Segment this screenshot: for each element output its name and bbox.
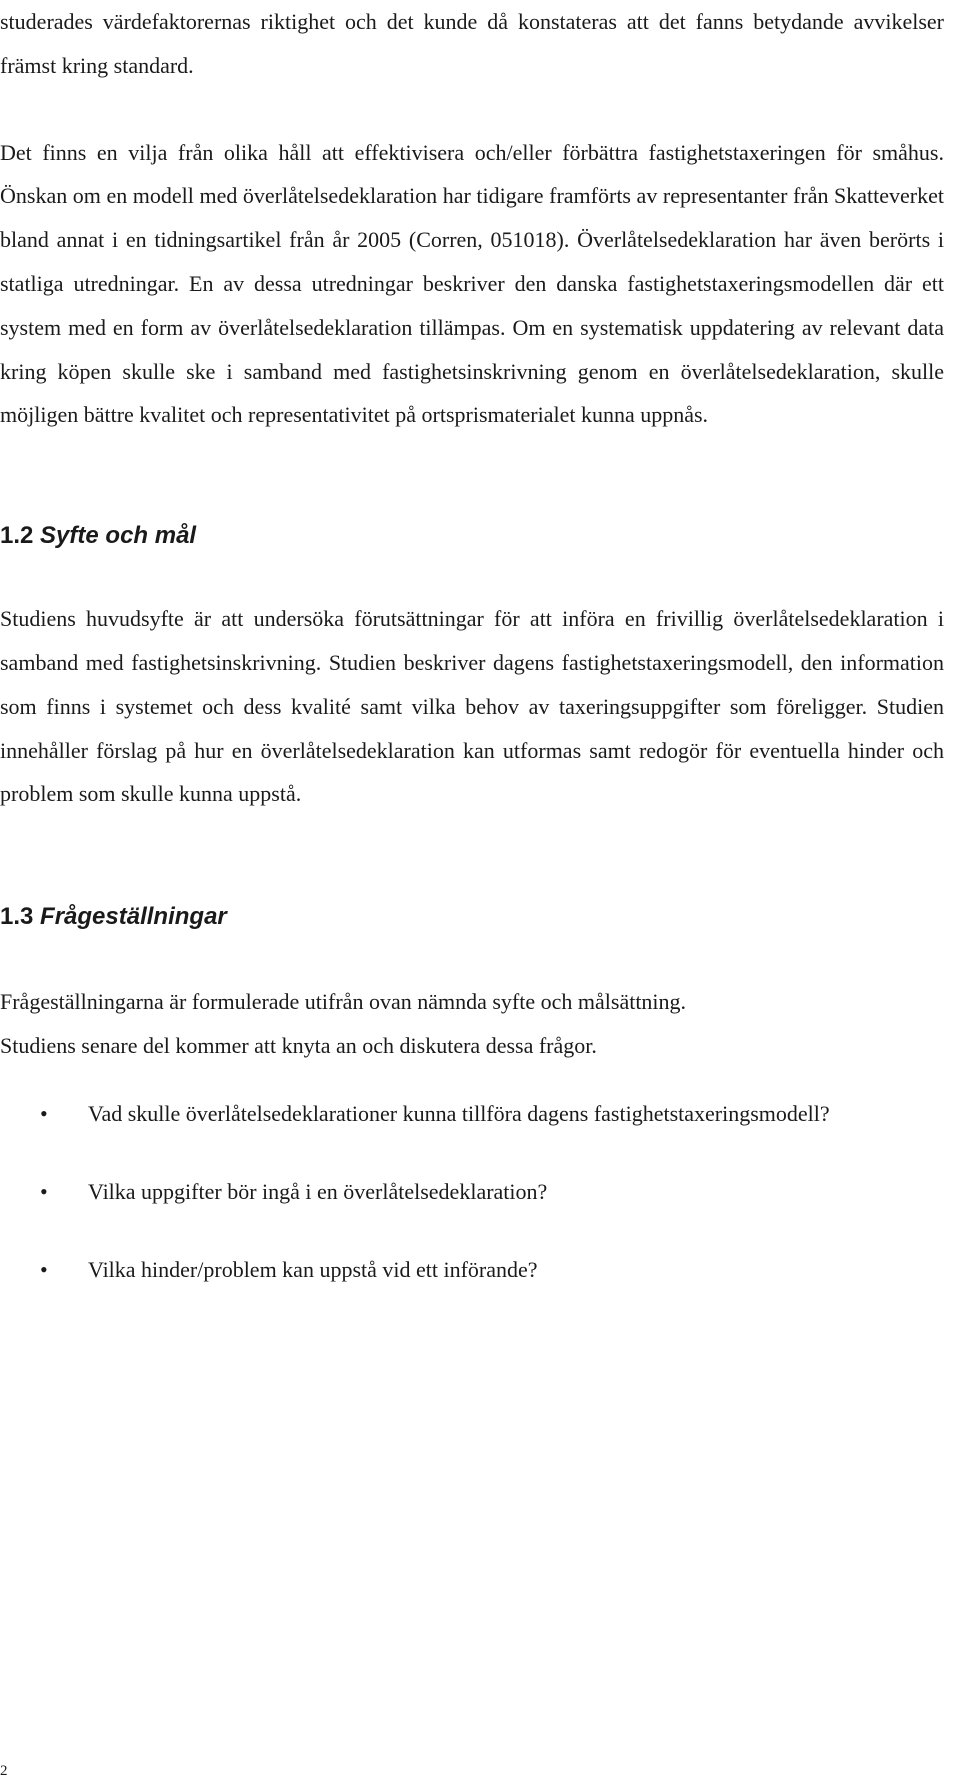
fragestallningar-line-2: Studiens senare del kommer att knyta an och diskutera dessa frågor. xyxy=(0,1033,597,1059)
syfte-paragraph: Studiens huvudsyfte är att undersöka förutsättningar för att införa en frivillig överlåtelsedeklaration i samband med fastighetsinskrivning. Studien beskriver dagens fastighetstaxeringsmodell, den information som finns i systemet och dess kvalité samt vilka behov av taxeringsuppgifter som föreligger. Studien innehåller förslag på hur en överlåtelsedeklaration kan utformas samt redogör för eventuella hinder och problem som skulle kunna uppstå. xyxy=(0,606,944,807)
question-text: Vilka hinder/problem kan uppstå vid ett införande? xyxy=(88,1257,538,1283)
bullet-icon: • xyxy=(40,1257,48,1283)
list-item xyxy=(0,1170,944,1213)
fragestallningar-line-1: Frågeställningarna är formulerade utifrån ovan nämnda syfte och målsättning. xyxy=(0,989,687,1015)
section-heading-syfte xyxy=(0,521,944,551)
question-text: Vad skulle överlåtelsedeklarationer kunna tillföra dagens fastighetstaxeringsmodell? xyxy=(88,1101,830,1127)
intro-paragraph-1: studerades värdefaktorernas riktighet och det kunde då konstateras att det fanns betydande avvikelser främst kring standard. xyxy=(0,9,944,78)
section-title: Syfte och mål xyxy=(40,522,197,550)
section-number: 1.3 xyxy=(0,903,34,931)
list-item xyxy=(0,1092,944,1135)
bullet-icon: • xyxy=(40,1101,48,1127)
section-number: 1.2 xyxy=(0,522,34,550)
page-number: 2 xyxy=(0,1763,8,1779)
intro-paragraph-2: Det finns en vilja från olika håll att effektivisera och/eller förbättra fastighetstaxeringen för småhus. Önskan om en modell med överlåtelsedeklaration har tidigare framförts av representanter från Skatteverket bland annat i en tidningsartikel från år 2005 (Corren, 051018). Överlåtelsedeklaration har även berörts i statliga utredningar. En av dessa utredningar beskriver den danska fastighetstaxeringsmodellen där ett system med en form av överlåtelsedeklaration tillämpas. Om en systematisk uppdatering av relevant data kring köpen skulle ske i samband med fastighetsinskrivning genom en överlåtelsedeklaration, skulle möjligen bättre kvalitet och representativitet på ortsprismaterialet kunna uppnås. xyxy=(0,139,944,428)
question-text: Vilka uppgifter bör ingå i en överlåtelsedeklaration? xyxy=(88,1179,548,1205)
bullet-icon: • xyxy=(40,1179,48,1205)
question-list xyxy=(0,1092,944,1291)
list-item xyxy=(0,1248,944,1291)
section-heading-fragestallningar xyxy=(0,902,944,932)
section-title: Frågeställningar xyxy=(40,903,227,931)
